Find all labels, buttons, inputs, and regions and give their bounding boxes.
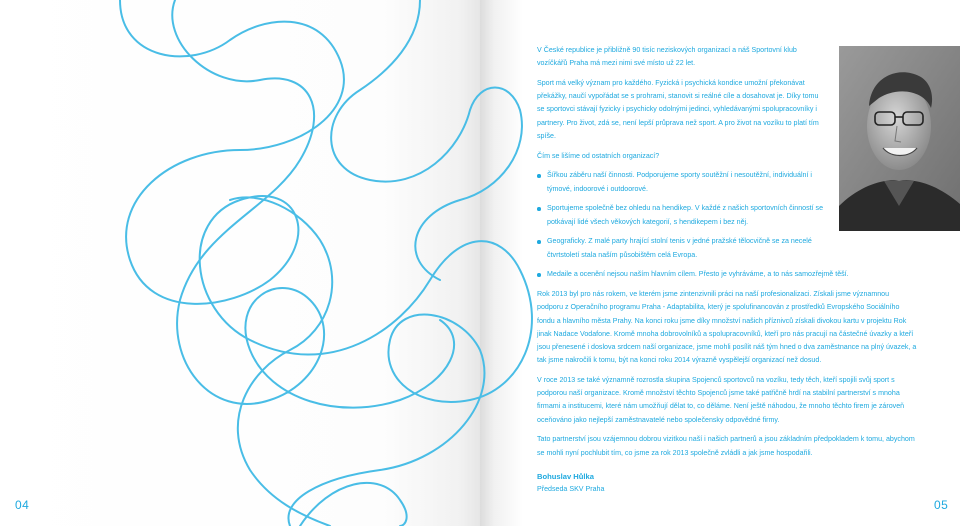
list-item xyxy=(537,235,837,261)
portrait-photo xyxy=(839,46,960,231)
list-item-text: Šířkou záběru naší činnosti. Podporujeme sporty soutěžní i nesoutěžní, individuální i týmové, indoorové i outdoorové. xyxy=(547,171,812,193)
signature-name: Bohuslav Hůlka xyxy=(537,471,594,481)
article-content xyxy=(537,44,917,496)
bullet-icon xyxy=(537,240,541,244)
bullet-icon xyxy=(537,207,541,211)
section-question: Čím se lišíme od ostatních organizací? xyxy=(537,151,660,160)
list-item xyxy=(537,169,837,195)
list-item xyxy=(537,202,837,228)
list-item-text: Geograficky. Z malé party hrající stolní tenis v jedné pražské tělocvičně se za necelé čtvrtstoletí stala naším působištěm celá Evropa. xyxy=(547,237,812,259)
body-paragraph-3: Tato partnerství jsou vzájemnou dobrou vizitkou naší i našich partnerů a jsou základním předpokladem k tomu, abychom se mohli nyní pochlubit tím, co jsme za rok 2013 společně zvládli a jak jsme hospodařili. xyxy=(537,435,915,457)
signature-role: Předseda SKV Praha xyxy=(537,485,605,494)
list-item-text: Sportujeme společně bez ohledu na hendikep. V každé z našich sportovních činností se potkávají lidé všech věkových kategorií, s hendikepem i bez něj. xyxy=(547,204,824,226)
portrait-photo-icon xyxy=(839,46,960,231)
body-paragraph-1: Rok 2013 byl pro nás rokem, ve kterém jsme zintenzivnili práci na naší profesionalizaci. Získali jsme významnou podporu z Operačního programu Praha - Adaptabilita, který je spolufinancován z prostředků Evropského Sociálního fondu a hlavního města Prahy. Na konci roku jsme díky množství našich příznivců získali divokou kartu v projektu Rok jinak Nadace Vodafone. Kromě mnoha dobrovolníků a spolupracovníků, kteří pro nás pracují na částečné úvazky a kteří jsou přenesené i doslova srdcem naší organizace, jsme mohli posílit náš tým hned o dva zaměstnance na plný úvazek, a tak jsme nakročili k tomu, být na konci roku 2014 výrazně vyspělejší organizací než dosud. xyxy=(537,290,917,365)
list-item xyxy=(537,268,907,281)
feature-list xyxy=(537,169,849,281)
signature-block xyxy=(537,470,877,496)
body-paragraph-2: V roce 2013 se také významně rozrostla skupina Spojenců sportovců na vozíku, tedy těch, kteří spojili svůj sport s podporou naší organizace. Kromě množství těchto Spojenců jsme také patřičně hrdí na stabilní partnerství s mnoha firmami a institucemi, které nám umožňují dělat to, co děláme. Není ještě náhodou, že mnoho těchto firem je zároveň oceňováno jako nejlepší zaměstnavatelé nebo společensky odpovědné firmy. xyxy=(537,376,905,424)
intro-paragraph-1: V České republice je přibližně 90 tisíc neziskových organizací a náš Sportovní klub vozíčkářů Praha má mezi nimi své místo už 22 let. xyxy=(537,46,797,68)
bullet-icon xyxy=(537,174,541,178)
bullet-icon xyxy=(537,273,541,277)
page-number-right: 05 xyxy=(934,498,949,512)
list-item-text: Medaile a ocenění nejsou naším hlavním cílem. Přesto je vyhráváme, a to nás samozřejmě těší. xyxy=(547,270,849,279)
page-number-left: 04 xyxy=(15,498,30,512)
intro-paragraph-2: Sport má velký význam pro každého. Fyzická i psychická kondice umožní překonávat překážky, naučí vypořádat se s prohrami, stanovit si reálné cíle a dosahovat je. Díky tomu se sportovci stávají fyzicky i psychicky odolnými jedinci, vyhledávanými spolupracovníky i partnery. Pro život, zdá se, není lepší průprava než sport. A pro život na vozíku to platí tím spíše. xyxy=(537,79,819,140)
